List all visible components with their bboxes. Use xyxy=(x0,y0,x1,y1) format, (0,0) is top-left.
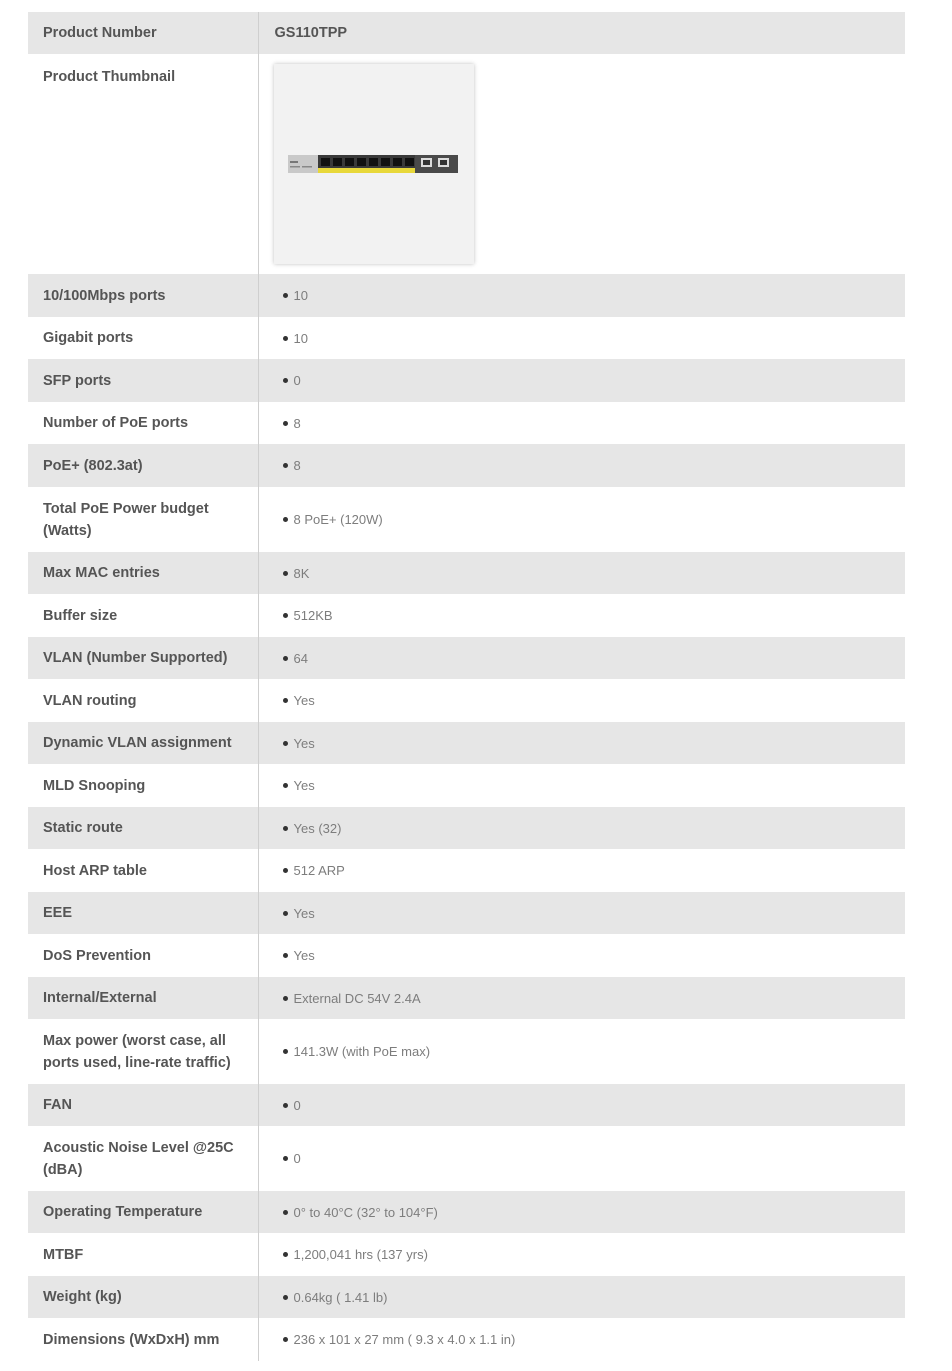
network-switch-image xyxy=(288,152,460,176)
spec-value: 512 ARP xyxy=(293,863,345,878)
spec-label: Max MAC entries xyxy=(28,552,258,594)
spec-value-cell xyxy=(258,1318,905,1361)
spec-label: Acoustic Noise Level @25C (dBA) xyxy=(28,1126,258,1191)
spec-value: Yes xyxy=(293,693,315,708)
spec-value: Yes xyxy=(293,735,315,751)
bullet-icon xyxy=(283,1337,288,1342)
spec-value-cell xyxy=(258,807,905,849)
spec-value-cell xyxy=(258,637,905,679)
spec-label: Internal/External xyxy=(28,977,258,1019)
spec-row xyxy=(28,1126,905,1191)
spec-row xyxy=(28,1233,905,1276)
bullet-icon xyxy=(283,571,288,576)
spec-value: 0 xyxy=(293,1151,301,1166)
bullet-icon xyxy=(283,336,288,341)
spec-row xyxy=(28,444,905,487)
spec-value-cell xyxy=(258,1276,905,1318)
bullet-icon xyxy=(283,783,288,788)
spec-label: MLD Snooping xyxy=(28,764,258,807)
spec-row xyxy=(28,552,905,594)
bullet-icon xyxy=(283,698,288,703)
spec-row xyxy=(28,359,905,402)
spec-rows xyxy=(28,274,905,1361)
spec-label: Number of PoE ports xyxy=(28,402,258,444)
spec-row xyxy=(28,807,905,849)
bullet-icon xyxy=(283,911,288,916)
spec-value-cell xyxy=(258,402,905,444)
bullet-icon xyxy=(283,517,288,522)
spec-value: Yes xyxy=(293,778,315,793)
spec-row xyxy=(28,1019,905,1084)
spec-row xyxy=(28,317,905,359)
spec-row xyxy=(28,934,905,977)
spec-label: Dynamic VLAN assignment xyxy=(28,722,258,764)
bullet-icon xyxy=(283,1103,288,1108)
spec-row xyxy=(28,1276,905,1318)
spec-value-cell xyxy=(258,679,905,722)
bullet-icon xyxy=(283,421,288,426)
spec-value-cell xyxy=(258,274,905,317)
spec-value-cell xyxy=(258,359,905,402)
spec-value-cell xyxy=(258,1019,905,1084)
spec-value-cell xyxy=(258,1084,905,1126)
spec-value-cell xyxy=(258,1191,905,1233)
spec-row xyxy=(28,679,905,722)
spec-row xyxy=(28,402,905,444)
spec-value: 0° to 40°C (32° to 104°F) xyxy=(293,1204,438,1220)
spec-value: 8 xyxy=(293,458,301,473)
bullet-icon xyxy=(283,1210,288,1215)
spec-label: Dimensions (WxDxH) mm xyxy=(28,1318,258,1361)
spec-value: 1,200,041 hrs (137 yrs) xyxy=(293,1247,428,1262)
spec-value-cell xyxy=(258,594,905,637)
spec-label: Max power (worst case, all ports used, line-rate traffic) xyxy=(28,1019,258,1084)
spec-label: Total PoE Power budget (Watts) xyxy=(28,487,258,552)
spec-value: 236 x 101 x 27 mm ( 9.3 x 4.0 x 1.1 in) xyxy=(293,1332,516,1347)
spec-value-cell xyxy=(258,1126,905,1191)
product-number-label: Product Number xyxy=(28,12,258,54)
spec-row xyxy=(28,274,905,317)
bullet-icon xyxy=(283,1252,288,1257)
spec-label: Host ARP table xyxy=(28,849,258,892)
spec-value: 0 xyxy=(293,373,301,388)
spec-value-cell xyxy=(258,317,905,359)
spec-label: VLAN routing xyxy=(28,679,258,722)
bullet-icon xyxy=(283,293,288,298)
bullet-icon xyxy=(283,1295,288,1300)
spec-value: 0.64kg ( 1.41 lb) xyxy=(293,1289,388,1305)
spec-row xyxy=(28,849,905,892)
spec-value: Yes xyxy=(293,948,315,963)
spec-label: SFP ports xyxy=(28,359,258,402)
bullet-icon xyxy=(283,826,288,831)
product-thumbnail[interactable] xyxy=(274,64,474,264)
spec-label: Gigabit ports xyxy=(28,317,258,359)
spec-value-cell xyxy=(258,444,905,487)
bullet-icon xyxy=(283,868,288,873)
spec-row xyxy=(28,977,905,1019)
spec-row xyxy=(28,722,905,764)
spec-row xyxy=(28,637,905,679)
spec-label: 10/100Mbps ports xyxy=(28,274,258,317)
header-row xyxy=(28,12,905,54)
bullet-icon xyxy=(283,953,288,958)
product-thumbnail-label: Product Thumbnail xyxy=(28,54,258,274)
spec-label: Weight (kg) xyxy=(28,1276,258,1318)
bullet-icon xyxy=(283,378,288,383)
spec-value: 64 xyxy=(293,650,308,666)
spec-label: FAN xyxy=(28,1084,258,1126)
spec-value: 0 xyxy=(293,1097,301,1113)
spec-value-cell xyxy=(258,934,905,977)
spec-value: 8 PoE+ (120W) xyxy=(293,512,383,527)
spec-value: 8K xyxy=(293,565,310,581)
bullet-icon xyxy=(283,463,288,468)
spec-label: EEE xyxy=(28,892,258,934)
spec-row xyxy=(28,1191,905,1233)
spec-value-cell xyxy=(258,722,905,764)
spec-row xyxy=(28,1318,905,1361)
spec-value: 512KB xyxy=(293,608,333,623)
spec-value-cell xyxy=(258,892,905,934)
spec-value: 10 xyxy=(293,330,308,346)
spec-label: MTBF xyxy=(28,1233,258,1276)
spec-value: External DC 54V 2.4A xyxy=(293,990,421,1006)
spec-row xyxy=(28,594,905,637)
bullet-icon xyxy=(283,996,288,1001)
spec-label: Static route xyxy=(28,807,258,849)
spec-row xyxy=(28,764,905,807)
spec-row xyxy=(28,892,905,934)
bullet-icon xyxy=(283,613,288,618)
spec-row xyxy=(28,487,905,552)
spec-value-cell xyxy=(258,764,905,807)
product-number-value: GS110TPP xyxy=(258,12,905,54)
spec-label: DoS Prevention xyxy=(28,934,258,977)
product-thumbnail-cell xyxy=(258,54,905,274)
spec-value-cell xyxy=(258,977,905,1019)
bullet-icon xyxy=(283,656,288,661)
spec-value: 141.3W (with PoE max) xyxy=(293,1044,431,1059)
spec-value-cell xyxy=(258,552,905,594)
bullet-icon xyxy=(283,741,288,746)
spec-value: 8 xyxy=(293,415,301,431)
spec-label: PoE+ (802.3at) xyxy=(28,444,258,487)
spec-table xyxy=(28,12,905,1361)
spec-value: Yes xyxy=(293,905,315,921)
spec-value: Yes (32) xyxy=(293,820,342,836)
spec-value-cell xyxy=(258,1233,905,1276)
thumbnail-row xyxy=(28,54,905,274)
spec-value-cell xyxy=(258,487,905,552)
spec-label: VLAN (Number Supported) xyxy=(28,637,258,679)
spec-value: 10 xyxy=(293,288,308,303)
bullet-icon xyxy=(283,1156,288,1161)
spec-label: Buffer size xyxy=(28,594,258,637)
spec-value-cell xyxy=(258,849,905,892)
spec-label: Operating Temperature xyxy=(28,1191,258,1233)
bullet-icon xyxy=(283,1049,288,1054)
spec-row xyxy=(28,1084,905,1126)
